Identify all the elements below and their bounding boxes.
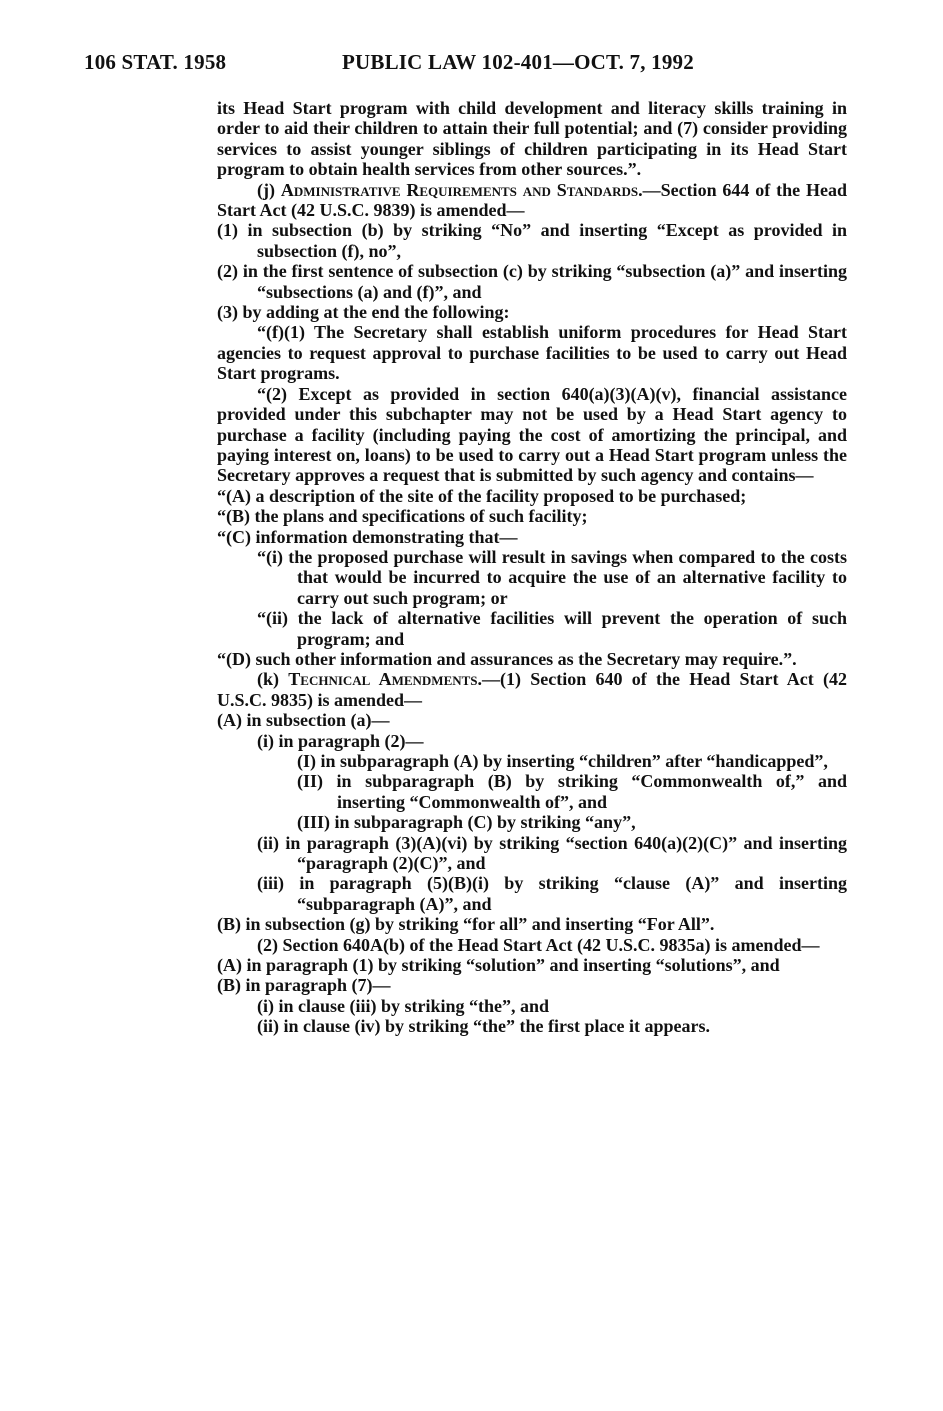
paragraph: (i) in paragraph (2)— — [257, 730, 424, 751]
paragraph: (iii) in paragraph (5)(B)(i) by striking “clause (A)” and inserting “subparagraph (A)”, and — [257, 873, 847, 914]
section-k-heading: Technical Amendments. — [288, 669, 483, 690]
document-body — [217, 98, 847, 1037]
paragraph: (2) Section 640A(b) of the Head Start Act (42 U.S.C. 9835a) is amended— — [257, 934, 820, 955]
section-j-paragraph — [217, 180, 847, 221]
paragraph: “(ii) the lack of alternative facilities will prevent the operation of such program; and — [257, 608, 847, 649]
paragraph: (I) in subparagraph (A) by inserting “children” after “handicapped”, — [297, 751, 828, 771]
section-j-prefix: (j) — [257, 179, 281, 200]
paragraph: “(A) a description of the site of the facility proposed to be purchased; — [217, 485, 747, 506]
paragraph: (A) in paragraph (1) by striking “solution” and inserting “solutions”, and — [217, 955, 780, 976]
paragraph: (II) in subparagraph (B) by striking “Commonwealth of,” and inserting “Commonwealth of”, and — [297, 771, 847, 812]
paragraph: its Head Start program with child development and literacy skills training in order to aid their children to attain their full potential; and (7) consider providing services to assist younger siblings of children participating in its Head Start program to obtain health services from other sources.”. — [217, 98, 847, 180]
public-law-title: PUBLIC LAW 102-401—OCT. 7, 1992 — [342, 50, 694, 74]
paragraph: “(B) the plans and specifications of such facility; — [217, 506, 588, 527]
paragraph: (III) in subparagraph (C) by striking “any”, — [297, 812, 636, 833]
paragraph: “(2) Except as provided in section 640(a)(3)(A)(v), financial assistance provided under this subchapter may not be used by a Head Start agency to purchase a facility (including paying the cost of amortizing the principal, and paying interest on, loans) to be used to carry out a Head Start program unless the Secretary approves a request that is submitted by such agency and contains— — [217, 383, 847, 486]
section-k-prefix: (k) — [257, 669, 289, 690]
paragraph: “(i) the proposed purchase will result in savings when compared to the costs that would be incurred to acquire the use of an alternative facility to carry out such program; or — [257, 546, 847, 608]
paragraph: (i) in clause (iii) by striking “the”, and — [257, 995, 550, 1016]
paragraph: “(f)(1) The Secretary shall establish uniform procedures for Head Start agencies to request approval to purchase facilities to be used to carry out Head Start programs. — [217, 322, 847, 384]
paragraph: (B) in paragraph (7)— — [217, 975, 391, 996]
paragraph: (2) in the first sentence of subsection (c) by striking “subsection (a)” and inserting “subsections (a) and (f)”, and — [217, 261, 847, 302]
section-j-heading: Administrative Requirements and Standards. — [280, 179, 643, 200]
statute-page-reference: 106 STAT. 1958 — [84, 50, 227, 74]
section-k-text: —(1) Section 640 of the Head Start Act (42 U.S.C. 9835) is amended— — [217, 669, 848, 710]
paragraph: (B) in subsection (g) by striking “for all” and inserting “For All”. — [217, 914, 715, 935]
section-k-paragraph — [217, 669, 847, 710]
section-j-text: —Section 644 of the Head Start Act (42 U.S.C. 9839) is amended— — [217, 179, 848, 221]
paragraph: “(D) such other information and assurances as the Secretary may require.”. — [217, 648, 797, 669]
paragraph: (1) in subsection (b) by striking “No” and inserting “Except as provided in subsection (f), no”, — [217, 220, 847, 261]
paragraph: (ii) in paragraph (3)(A)(vi) by striking “section 640(a)(2)(C)” and inserting “paragraph (2)(C)”, and — [257, 832, 847, 874]
paragraph: (ii) in clause (iv) by striking “the” the first place it appears. — [257, 1016, 710, 1037]
paragraph: “(C) information demonstrating that— — [217, 526, 518, 547]
paragraph: (3) by adding at the end the following: — [217, 302, 510, 323]
paragraph: (A) in subsection (a)— — [217, 710, 390, 731]
